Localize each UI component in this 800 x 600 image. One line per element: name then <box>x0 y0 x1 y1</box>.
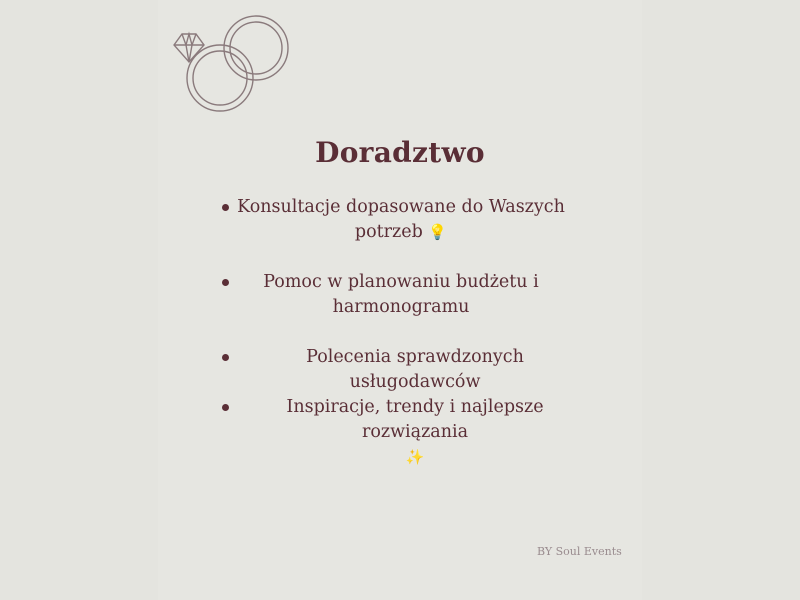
footer-credit: BY Soul Events <box>537 545 622 558</box>
sparkles-icon: ✨ <box>405 448 425 466</box>
list-item-text: Polecenia sprawdzonych usługodawców <box>306 347 524 392</box>
list-item-text: Inspiracje, trendy i najlepsze rozwiązania ✨ <box>286 397 544 466</box>
wedding-rings-icon <box>168 12 292 118</box>
list-item-text: Konsultacje dopasowane do Waszych potrzeb 💡 <box>237 197 565 242</box>
bullet <box>222 204 229 211</box>
page-title: Doradztwo <box>315 136 485 169</box>
bullet <box>222 354 229 361</box>
list-item-text: Pomoc w planowaniu budżetu i harmonogramu <box>263 272 539 317</box>
bullet <box>222 279 229 286</box>
lightbulb-icon: 💡 <box>428 223 448 241</box>
bullet <box>222 404 229 411</box>
